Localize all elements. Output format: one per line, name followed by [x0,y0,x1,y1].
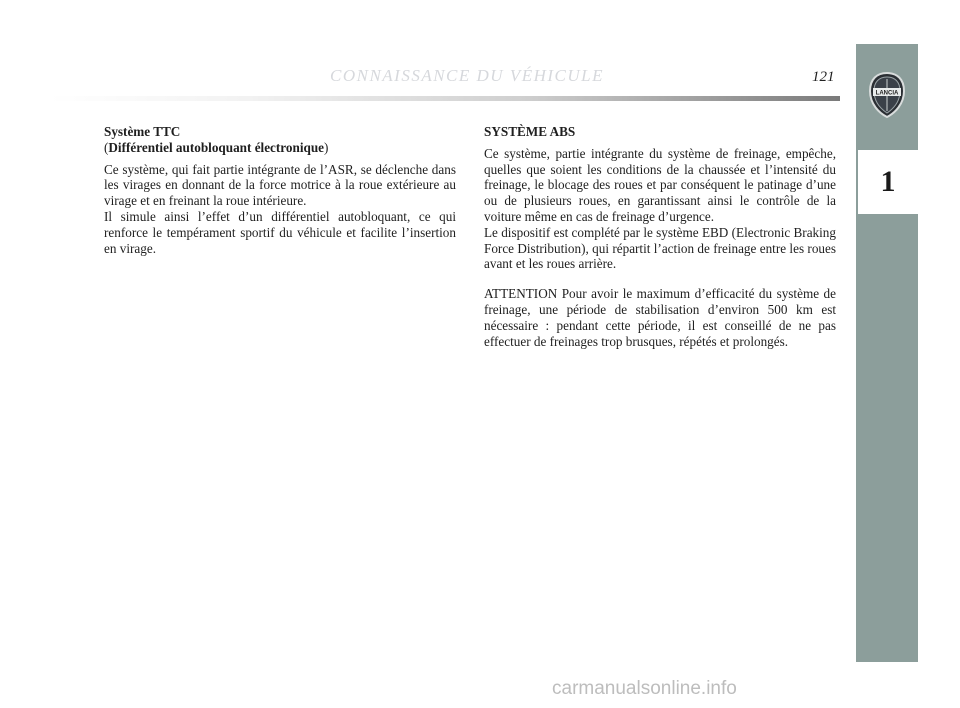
lancia-logo [856,62,918,128]
abs-warning: ATTENTION Pour avoir le maximum d’efficacité du système de freinage, une période de stabilisation d’environ 500 km est nécessaire : pendant cette période, il est conseillé de ne pas effectuer de freinages trop brusques, répétés et prolongés. [484,286,836,349]
ttc-heading-paren-open: ( [104,139,109,155]
ttc-heading-line2: Différentiel autobloquant électronique [108,139,325,155]
right-column [484,124,836,349]
ttc-paragraph-1: Ce système, qui fait partie intégrante de l’ASR, se déclenche dans les virages en donnant de la force motrice à la roue extérieure au virage et en freinant la roue intérieure. [104,161,456,209]
header-title: CONNAISSANCE DU VÉHICULE [330,66,604,85]
abs-paragraph-2: Le dispositif est complété par le système EBD (Electronic Braking Force Distribution), qui répartit l’action de freinage entre les roues avant et les roues arrière. [484,224,836,272]
ttc-heading [104,124,456,156]
chapter-sidebar [856,44,918,662]
ttc-heading-paren-close: ) [324,139,329,155]
chapter-tab[interactable] [856,150,918,214]
abs-paragraph-1: Ce système, partie intégrante du système de freinage, empêche, quelles que soient les conditions de la chaussée et l’intensité du freinage, le blocage des roues et par conséquent le patinage d’une ou de plusieurs roues, en garantissant ainsi le contrôle de la voiture même en cas de freinage d’urgence. [484,145,836,224]
abs-heading: SYSTÈME ABS [484,124,576,139]
watermark: carmanualsonline.info [552,678,737,699]
logo-text: LANCIA [875,90,899,97]
header-divider [50,96,840,101]
ttc-paragraph-2: Il simule ainsi l’effet d’un différentiel autobloquant, ce qui renforce le tempérament sportif du véhicule et facilite l’insertion en virage. [104,208,456,256]
ttc-heading-line1: Système TTC [104,124,181,139]
lancia-shield-logo-icon [867,71,907,119]
left-column [104,124,456,256]
page-number: 121 [812,69,835,85]
chapter-number: 1 [880,165,896,198]
